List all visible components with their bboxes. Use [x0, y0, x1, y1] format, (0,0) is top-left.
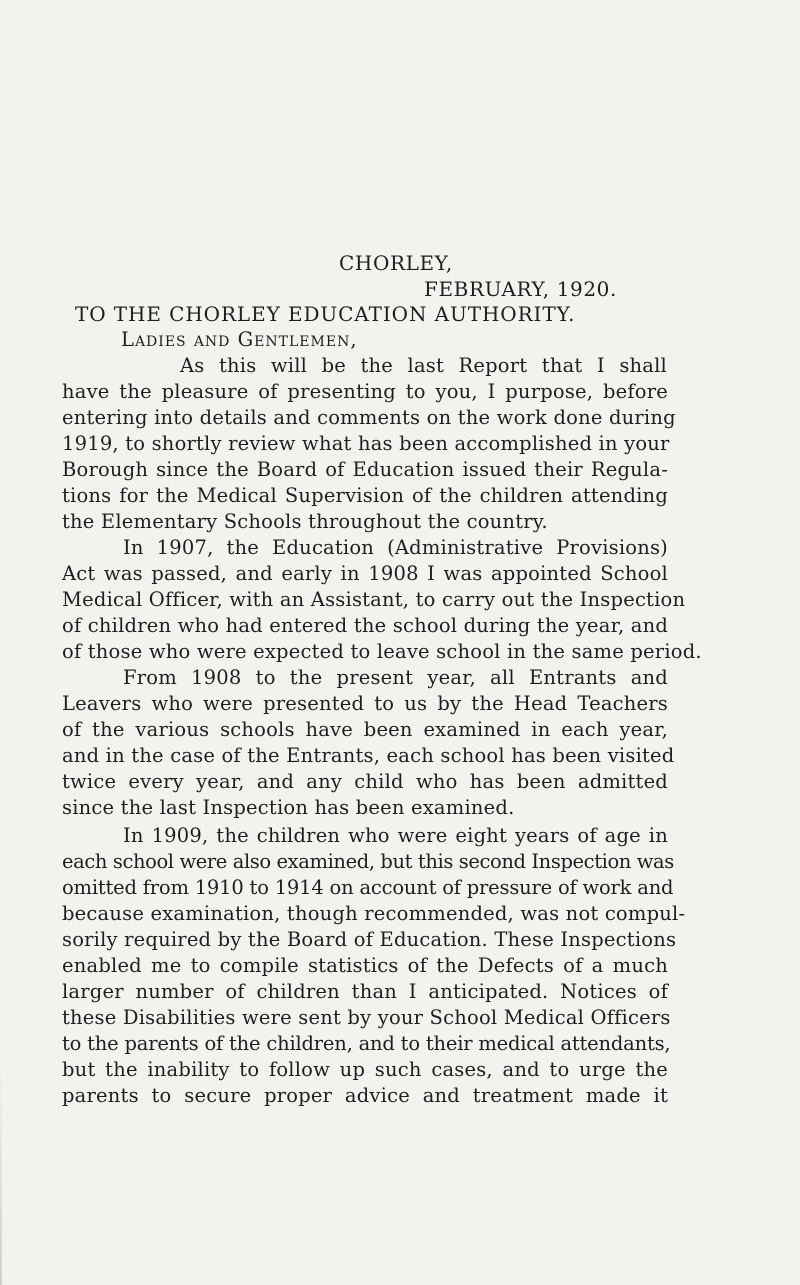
body-line: Borough since the Board of Education issued their Regula- — [62, 458, 668, 481]
salutation: Ladies and Gentlemen, — [121, 328, 358, 351]
body-line: because examination, though recommended, was not compul- — [62, 902, 686, 925]
body-line: since the last Inspection has been examined. — [62, 796, 515, 819]
addressee-heading: TO THE CHORLEY EDUCATION AUTHORITY. — [75, 302, 576, 326]
body-line: enabled me to compile statistics of the Defects of a much — [62, 954, 668, 977]
body-line: have the pleasure of presenting to you, I purpose, before — [62, 380, 668, 403]
body-line: From 1908 to the present year, all Entrants and — [123, 666, 668, 689]
body-line: In 1907, the Education (Administrative Provisions) — [123, 536, 668, 559]
body-line: parents to secure proper advice and treatment made it — [62, 1084, 668, 1107]
body-line: entering into details and comments on the work done during — [62, 406, 676, 429]
body-line: tions for the Medical Supervision of the children attending — [62, 484, 668, 507]
body-line: but the inability to follow up such cases, and to urge the — [62, 1058, 668, 1081]
body-line: these Disabilities were sent by your School Medical Officers — [62, 1006, 671, 1029]
body-line: As this will be the last Report that I shall — [180, 354, 667, 377]
body-line: Medical Officer, with an Assistant, to carry out the Inspection — [62, 588, 686, 611]
body-line: of children who had entered the school during the year, and — [62, 614, 669, 637]
place-heading: CHORLEY, — [339, 251, 453, 275]
body-line: larger number of children than I anticipated. Notices of — [62, 980, 668, 1003]
body-line: 1919, to shortly review what has been accomplished in your — [62, 432, 670, 455]
body-line: Act was passed, and early in 1908 I was appointed School — [62, 562, 668, 585]
body-line: of the various schools have been examined in each year, — [62, 718, 668, 741]
date-heading: FEBRUARY, 1920. — [424, 277, 617, 301]
body-line: and in the case of the Entrants, each school has been visited — [62, 744, 675, 767]
body-line: the Elementary Schools throughout the country. — [62, 510, 548, 533]
body-line: of those who were expected to leave school in the same period. — [62, 640, 702, 663]
page-edge-shadow — [0, 1065, 2, 1285]
body-line: to the parents of the children, and to their medical attendants, — [62, 1032, 671, 1055]
body-line: omitted from 1910 to 1914 on account of pressure of work and — [62, 876, 674, 899]
body-line: each school were also examined, but this second Inspection was — [62, 850, 674, 873]
body-line: twice every year, and any child who has been admitted — [62, 770, 668, 793]
body-line: Leavers who were presented to us by the Head Teachers — [62, 692, 668, 715]
body-line: sorily required by the Board of Education. These Inspections — [62, 928, 677, 951]
body-line: In 1909, the children who were eight years of age in — [123, 824, 668, 847]
